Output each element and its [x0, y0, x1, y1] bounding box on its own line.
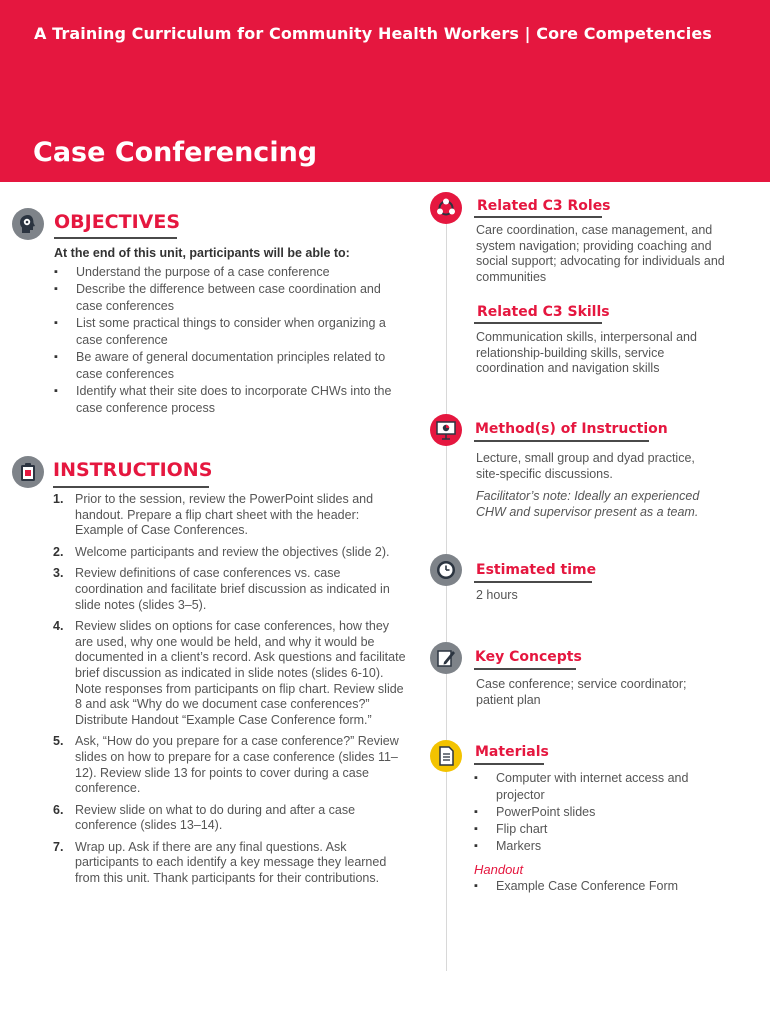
- instructions-underline: [53, 486, 209, 488]
- list-item: [53, 840, 409, 887]
- step-text: Review slide on what to do during and after a case conference (slides 13–14).: [75, 802, 356, 833]
- materials-underline: [474, 763, 544, 765]
- methods-underline: [474, 440, 649, 442]
- skills-underline: [474, 322, 602, 324]
- step-text: Wrap up. Ask if there are any final questions. Ask participants to each identify a key message they learned from this unit. Thank participants for their contributions.: [75, 839, 387, 886]
- time-heading: Estimated time: [476, 562, 597, 578]
- page-title: Case Conferencing: [33, 137, 318, 168]
- list-item: ▪ Computer with internet access and projector: [474, 770, 724, 803]
- list-item: [53, 566, 409, 613]
- skills-heading: Related C3 Skills: [477, 304, 610, 320]
- list-item: [53, 492, 409, 539]
- instructions-list: [53, 492, 409, 887]
- materials-heading: Materials: [475, 744, 549, 760]
- step-number: 2.: [53, 544, 64, 559]
- step-text: Prior to the session, review the PowerPoint slides and handout. Prepare a flip chart sheet with the header: Example of Case Conferences.: [75, 492, 374, 538]
- clock-icon: [430, 554, 462, 586]
- objectives-list: [54, 264, 404, 417]
- step-text: Review slides on options for case conferences, how they are used, why one would be held, and why it would be documented in a client’s record. Ask questions and facilitate brief discussion as indicated in slide notes (slides 6-10). Note responses from participants on flip chart. Review slide 8 and ask “Why do we document case conferences?” Distribute Handout “Example Case Conference form.”: [75, 619, 406, 727]
- concepts-text: Case conference; service coordinator; patient plan: [476, 677, 687, 707]
- facilitator-note: Facilitator’s note: Ideally an experienced CHW and supervisor present as a team.: [476, 489, 700, 519]
- document-icon: [430, 740, 462, 772]
- list-item: ▪ Flip chart: [474, 821, 724, 838]
- step-number: 7.: [53, 839, 64, 854]
- concepts-underline: [474, 668, 576, 670]
- list-item: [53, 803, 409, 834]
- presentation-board-icon: [430, 414, 462, 446]
- step-text: Ask, “How do you prepare for a case conference?” Review slides on how to prepare for a case conference (slides 11–12). Review slide 13 for points to cover during a case conference.: [75, 734, 399, 796]
- list-item: [53, 619, 409, 728]
- step-number: 3.: [53, 566, 64, 581]
- list-item: ▪ List some practical things to consider when organizing a case conference: [54, 315, 404, 348]
- step-number: 6.: [53, 802, 64, 817]
- list-item: ▪ Markers: [474, 838, 724, 855]
- list-item: [53, 734, 409, 796]
- list-item: ▪ Understand the purpose of a case conference: [54, 264, 404, 281]
- curriculum-title: A Training Curriculum for Community Health Workers | Core Competencies: [34, 24, 712, 43]
- methods-heading: Method(s) of Instruction: [475, 421, 668, 437]
- handout-list: [474, 878, 724, 895]
- step-number: 4.: [53, 619, 64, 634]
- roles-heading: Related C3 Roles: [477, 198, 611, 214]
- methods-text: Lecture, small group and dyad practice, site-specific discussions.: [476, 451, 695, 481]
- pencil-note-icon: [430, 642, 462, 674]
- handout-label: Handout: [474, 862, 524, 877]
- roles-text: Care coordination, case management, and system navigation; providing coaching and social support; advocating for individuals and communities: [476, 223, 725, 284]
- objectives-intro: At the end of this unit, participants will be able to:: [54, 246, 350, 260]
- materials-list: [474, 770, 724, 856]
- list-item: ▪ Be aware of general documentation principles related to case conferences: [54, 349, 404, 382]
- header-band: [0, 0, 770, 182]
- clipboard-icon: [12, 456, 44, 488]
- roles-network-icon: [430, 192, 462, 224]
- list-item: ▪ PowerPoint slides: [474, 804, 724, 821]
- list-item: ▪ Identify what their site does to incorporate CHWs into the case conference process: [54, 383, 404, 416]
- step-number: 5.: [53, 734, 64, 749]
- objectives-underline: [54, 237, 177, 239]
- instructions-heading: INSTRUCTIONS: [53, 459, 213, 481]
- list-item: ▪ Example Case Conference Form: [474, 878, 724, 895]
- roles-underline: [474, 216, 602, 218]
- list-item: ▪ Describe the difference between case coordination and case conferences: [54, 281, 404, 314]
- step-text: Welcome participants and review the objectives (slide 2).: [75, 544, 390, 559]
- list-item: [53, 545, 409, 561]
- time-text: 2 hours: [476, 588, 518, 602]
- step-number: 1.: [53, 492, 64, 506]
- step-text: Review definitions of case conferences vs. case coordination and facilitate brief discussion as indicated in slide notes (slides 3–5).: [75, 566, 390, 612]
- objectives-heading: OBJECTIVES: [54, 211, 181, 233]
- head-gear-icon: [12, 208, 44, 240]
- time-underline: [474, 581, 592, 583]
- skills-text: Communication skills, interpersonal and relationship-building skills, service coordination and navigation skills: [476, 330, 697, 376]
- concepts-heading: Key Concepts: [475, 649, 582, 665]
